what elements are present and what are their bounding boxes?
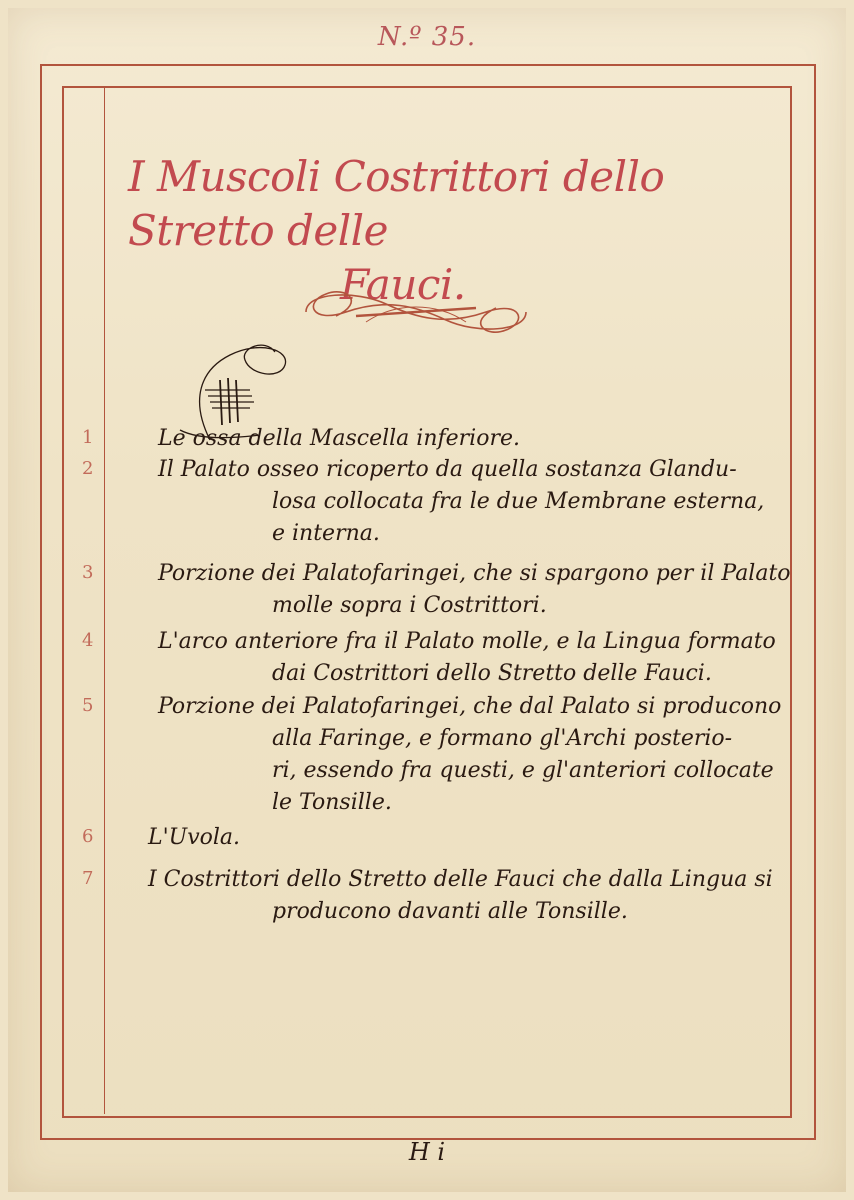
entry-line: Il Palato osseo ricoperto da quella sostanza Glandu- xyxy=(158,457,737,482)
entry-number: 6 xyxy=(82,826,94,847)
entry-line: ri, essendo fra questi, e gl'anteriori collocate xyxy=(272,758,774,783)
entry-line: losa collocata fra le due Membrane esterna, xyxy=(272,489,765,514)
entry-line: alla Faringe, e formano gl'Archi posterio- xyxy=(272,726,733,751)
entry-line: molle sopra i Costrittori. xyxy=(272,593,547,618)
entry-number: 3 xyxy=(82,562,94,583)
title-line-2: Fauci. xyxy=(340,260,466,309)
entry-line: L'Uvola. xyxy=(148,825,241,850)
flourish-ornament xyxy=(296,282,536,342)
page-number: N.º 35. xyxy=(377,22,477,52)
entry-line: Le ossa della Mascella inferiore. xyxy=(158,426,520,451)
entry-line: producono davanti alle Tonsille. xyxy=(272,899,628,924)
entry-line: le Tonsille. xyxy=(272,790,392,815)
entry-line: I Costrittori dello Stretto delle Fauci che dalla Lingua si xyxy=(148,867,773,892)
entry-number: 4 xyxy=(82,630,94,651)
entry-number: 7 xyxy=(82,868,94,889)
entry-line: Porzione dei Palatofaringei, che dal Palato si producono xyxy=(158,694,782,719)
entry-line: L'arco anteriore fra il Palato molle, e la Lingua formato xyxy=(158,629,776,654)
entry-line: dai Costrittori dello Stretto delle Fauci. xyxy=(272,661,712,686)
entry-line: e interna. xyxy=(272,521,380,546)
entry-number: 2 xyxy=(82,458,94,479)
title-line-1: I Muscoli Costrittori dello Stretto delle xyxy=(128,152,665,255)
entry-line: Porzione dei Palatofaringei, che si spargono per il Palato xyxy=(158,561,791,586)
signature-mark: H i xyxy=(408,1138,446,1166)
entry-number: 1 xyxy=(82,427,94,448)
margin-rule xyxy=(104,88,105,1114)
entry-number: 5 xyxy=(82,695,94,716)
